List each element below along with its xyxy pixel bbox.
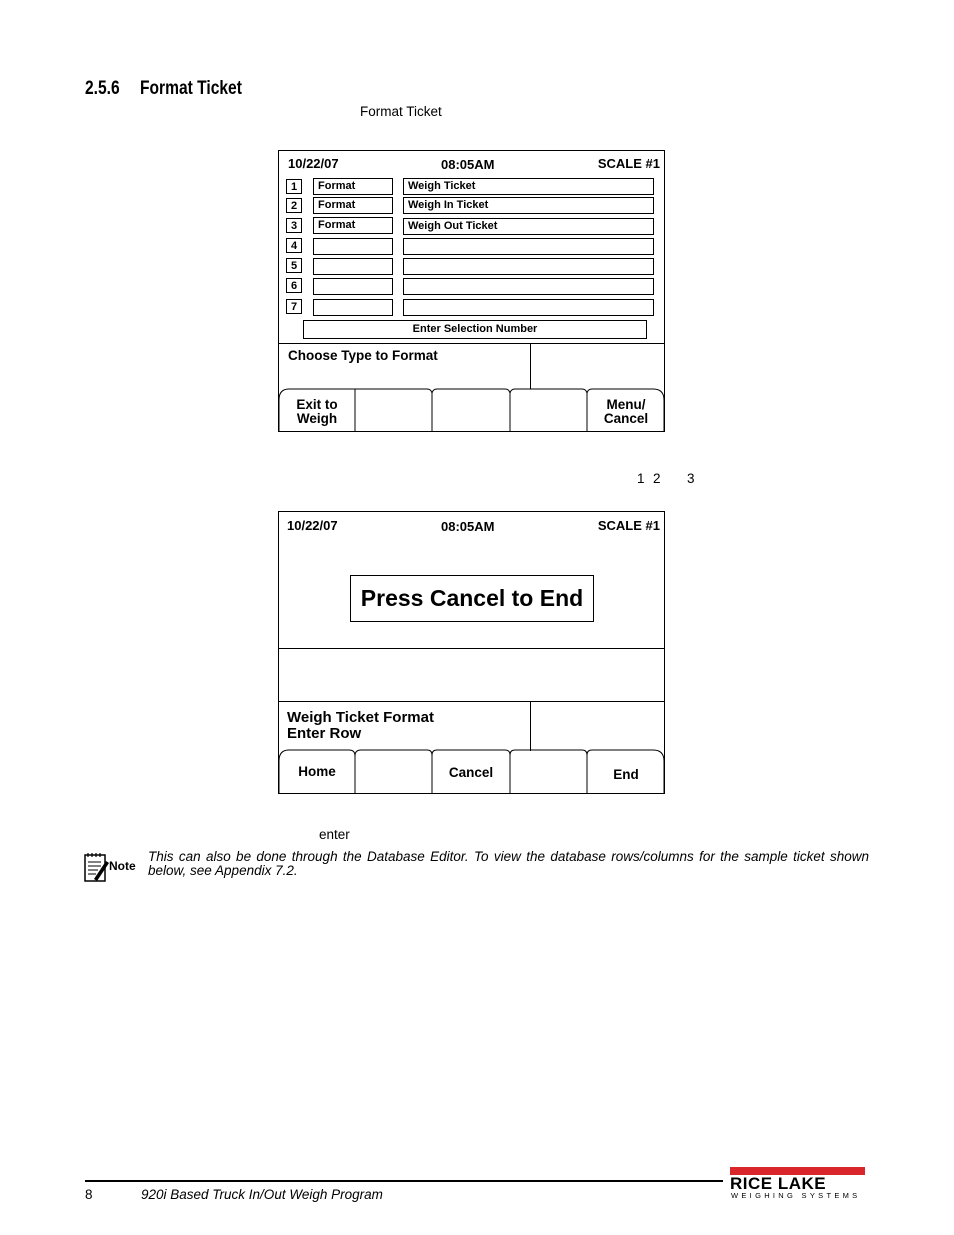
divider [279, 648, 664, 649]
row-type[interactable] [313, 278, 393, 295]
divider [279, 343, 664, 344]
footer-rule [85, 1180, 723, 1182]
screen-time: 08:05AM [441, 157, 495, 172]
row-name[interactable] [403, 258, 654, 275]
screen-format-editor [278, 511, 665, 794]
row-number[interactable]: 7 [286, 299, 302, 314]
softkey-end[interactable]: End [613, 767, 639, 782]
softkey-cancel[interactable]: Cancel [448, 765, 494, 780]
selection-number-field[interactable]: Enter Selection Number [303, 320, 647, 339]
row-name[interactable]: Weigh Out Ticket [403, 218, 654, 235]
logo-subtext: WEIGHING SYSTEMS [731, 1191, 861, 1200]
cancel-message: Press Cancel to End [350, 575, 594, 622]
row-number[interactable]: 6 [286, 278, 302, 293]
prompt-line-2: Enter Row [287, 725, 362, 742]
prompt-text: Choose Type to Format [288, 348, 438, 363]
row-number[interactable]: 2 [286, 198, 302, 213]
softkey-exit-to-weigh[interactable]: Exit to Weigh [296, 397, 338, 426]
row-type[interactable] [313, 238, 393, 255]
prompt-line-1: Weigh Ticket Format [287, 709, 434, 726]
softkey-menu-cancel[interactable]: Menu/ Cancel [603, 397, 649, 426]
row-number[interactable]: 4 [286, 238, 302, 253]
section-title: Format Ticket [140, 78, 242, 99]
divider [279, 701, 664, 702]
note-icon [84, 851, 110, 883]
screen-format-select [278, 150, 665, 432]
divider [530, 343, 531, 389]
row-ref-1: 1 [637, 471, 645, 486]
section-number: 2.5.6 [85, 78, 120, 99]
note-label: Note [109, 859, 136, 873]
row-name[interactable] [403, 238, 654, 255]
row-number[interactable]: 3 [286, 218, 302, 233]
document-title: 920i Based Truck In/Out Weigh Program [141, 1187, 383, 1202]
row-type[interactable]: Format [313, 197, 393, 214]
screen-date: 10/22/07 [288, 156, 339, 171]
row-type[interactable] [313, 258, 393, 275]
note-text: This can also be done through the Database Editor. To view the database rows/columns for the sample ticket shown below, see Appendix 7.2. [148, 849, 869, 878]
screen-scale: SCALE #1 [597, 518, 660, 533]
divider [530, 701, 531, 751]
rice-lake-logo [730, 1167, 865, 1200]
screen-time: 08:05AM [441, 519, 495, 534]
row-ref-2: 2 [653, 471, 661, 486]
row-ref-3: 3 [687, 471, 695, 486]
softkey-home[interactable]: Home [298, 764, 336, 779]
row-type[interactable]: Format [313, 178, 393, 195]
row-name[interactable]: Weigh Ticket [403, 178, 654, 195]
row-type[interactable] [313, 299, 393, 316]
screen-date: 10/22/07 [287, 518, 338, 533]
row-number[interactable]: 1 [286, 179, 302, 194]
enter-text: enter [319, 827, 350, 842]
row-type[interactable]: Format [313, 217, 393, 234]
screen-scale: SCALE #1 [597, 156, 660, 171]
logo-text: RICE LAKE [730, 1174, 827, 1193]
page-number: 8 [85, 1187, 93, 1202]
row-number[interactable]: 5 [286, 258, 302, 273]
intro-text: Format Ticket [360, 104, 442, 119]
row-name[interactable] [403, 278, 654, 295]
row-name[interactable] [403, 299, 654, 316]
row-name[interactable]: Weigh In Ticket [403, 197, 654, 214]
